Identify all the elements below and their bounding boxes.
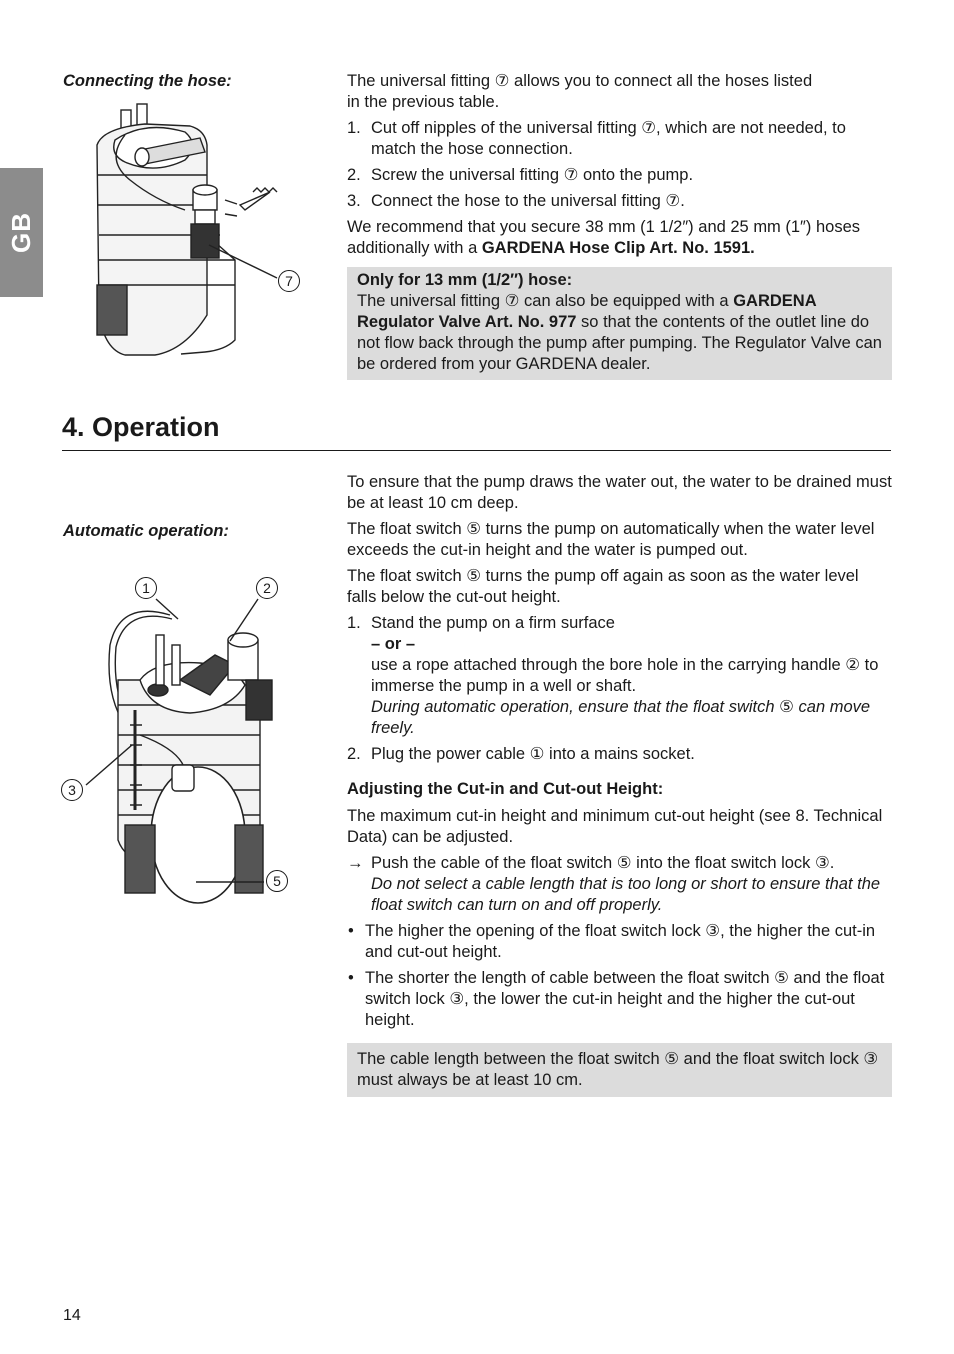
language-tab-label: GB	[6, 212, 36, 253]
list-number: 2.	[347, 745, 361, 763]
bullet-text: The shorter the length of cable between the float switch ⑤ and the float switch lock ③, the lower the cut-in height and the higher the cut-out height.	[365, 969, 885, 1029]
instruction-item	[347, 853, 892, 916]
bullet-text: The higher the opening of the float switch lock ③, the higher the cut-in and cut-out height.	[365, 922, 876, 961]
intro-line-2: in the previous table.	[347, 93, 500, 111]
list-item	[347, 191, 892, 212]
section-heading: 4. Operation	[62, 412, 220, 442]
list-text: Connect the hose to the universal fitting ⑦.	[371, 192, 685, 210]
callout-1: 1	[135, 577, 157, 599]
note-text-tail: so that the contents of the outlet line do not flow back through the pump after pumping. The Regulator Valve can be ordered from your GARDENA dealer.	[357, 313, 882, 373]
list-number: 1.	[347, 119, 361, 137]
list-number: 1.	[347, 614, 361, 632]
regulator-valve-note	[347, 267, 892, 380]
hose-clip-reference: GARDENA Hose Clip Art. No. 1591.	[481, 239, 755, 257]
callout-2: 2	[256, 577, 278, 599]
or-separator: – or –	[371, 635, 416, 653]
callout-5: 5	[266, 870, 288, 892]
adjust-heading	[347, 779, 892, 800]
bullet-icon: •	[348, 969, 354, 987]
list-number: 2.	[347, 166, 361, 184]
language-tab	[0, 168, 43, 297]
intro-line-1: The universal fitting ⑦ allows you to connect all the hoses listed	[347, 72, 813, 90]
regulator-valve-reference: GARDENA Regulator Valve Art. No. 977	[357, 292, 816, 331]
note-title: Only for 13 mm (1/2″) hose:	[357, 271, 573, 289]
bullet-item	[347, 968, 892, 1031]
adjust-heading-text: Adjusting the Cut-in and Cut-out Height:	[347, 780, 664, 798]
connecting-hose-caption: Connecting the hose:	[63, 72, 232, 90]
bullet-icon: •	[348, 922, 354, 940]
float-on-text: The float switch ⑤ turns the pump on automatically when the water level exceeds the cut-in height and the water is pumped out.	[347, 520, 875, 559]
list-text: Stand the pump on a firm surface	[371, 614, 615, 632]
callout-3: 3	[61, 779, 83, 801]
list-number: 3.	[347, 192, 361, 210]
list-text: Plug the power cable ① into a mains socket.	[371, 745, 695, 763]
list-item	[347, 118, 892, 160]
cable-length-note: The cable length between the float switch ⑤ and the float switch lock ③ must always be at least 10 cm.	[347, 1043, 892, 1097]
float-off-text: The float switch ⑤ turns the pump off again as soon as the water level falls below the cut-out height.	[347, 567, 859, 606]
list-item	[347, 613, 892, 739]
recommendation-text	[347, 217, 892, 259]
pump-hose-illustration	[85, 100, 310, 365]
list-note: During automatic operation, ensure that the float switch ⑤ can move freely.	[371, 698, 871, 737]
callout-7: 7	[278, 270, 300, 292]
heading-rule	[62, 450, 891, 451]
arrow-icon: →	[347, 854, 364, 872]
list-text: Cut off nipples of the universal fitting ⑦, which are not needed, to match the hose connection.	[371, 119, 846, 158]
note-text-lead: The universal fitting ⑦ can also be equipped with a	[357, 292, 734, 310]
list-item	[347, 744, 892, 765]
instruction-text: Push the cable of the float switch ⑤ into the float switch lock ③.	[371, 854, 835, 872]
list-text: Screw the universal fitting ⑦ onto the pump.	[371, 166, 694, 184]
instruction-note: Do not select a cable length that is too long or short to ensure that the float switch can turn on and off properly.	[371, 875, 881, 914]
recommendation-lead: We recommend that you secure 38 mm (1 1/2″) and 25 mm (1″) hoses additionally with a	[347, 218, 861, 257]
depth-requirement: To ensure that the pump draws the water out, the water to be drained must be at least 10 cm deep.	[347, 473, 892, 512]
bullet-item	[347, 921, 892, 963]
pump-float-switch-illustration	[60, 585, 310, 915]
connecting-hose-text	[347, 71, 892, 380]
adjust-intro: The maximum cut-in height and minimum cut-out height (see 8. Technical Data) can be adjusted.	[347, 807, 883, 846]
operation-text	[347, 472, 892, 1097]
list-text: use a rope attached through the bore hole in the carrying handle ② to immerse the pump in a well or shaft.	[371, 656, 879, 695]
list-item	[347, 165, 892, 186]
automatic-operation-caption: Automatic operation:	[63, 522, 229, 540]
page-number: 14	[63, 1307, 81, 1324]
